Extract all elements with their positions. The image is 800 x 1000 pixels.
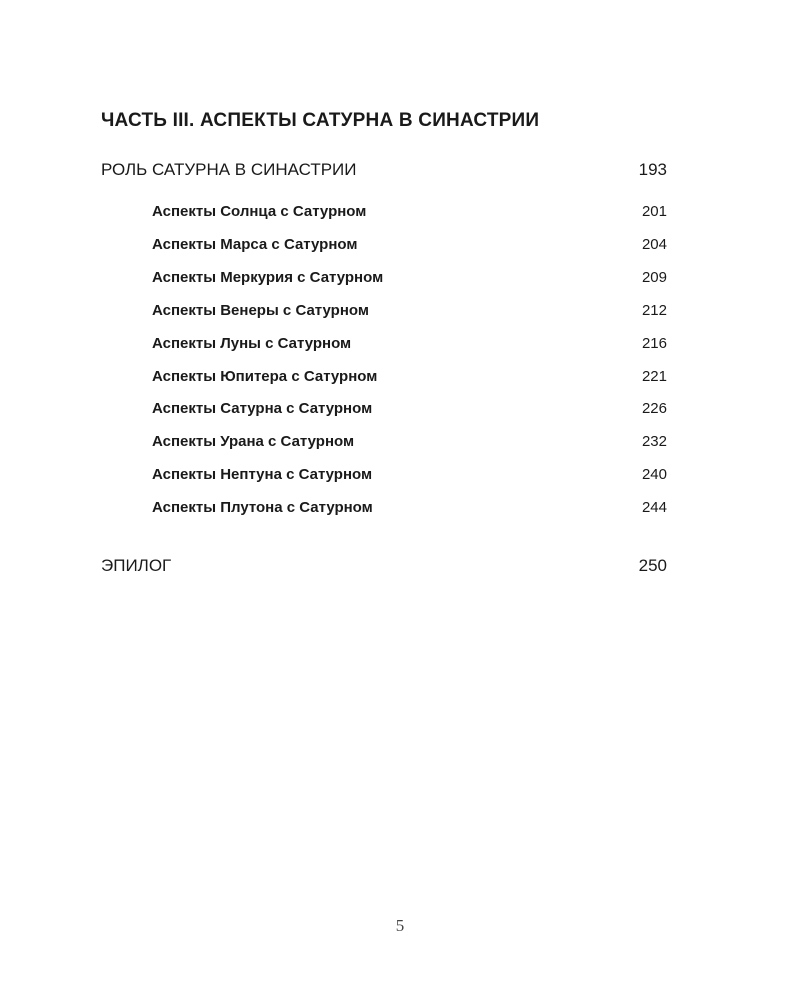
- toc-entry-title: Аспекты Солнца с Сатурном: [152, 203, 367, 220]
- toc-subsection-entry[interactable]: [152, 400, 667, 420]
- toc-entry-title: Аспекты Юпитера с Сатурном: [152, 368, 378, 385]
- toc-entry-title: Аспекты Меркурия с Сатурном: [152, 269, 384, 286]
- toc-entry-title: Аспекты Марса с Сатурном: [152, 236, 358, 253]
- toc-epilogue-entry[interactable]: [101, 556, 667, 580]
- toc-subsection-entry[interactable]: [152, 302, 667, 322]
- toc-entry-title: Аспекты Луны с Сатурном: [152, 335, 352, 352]
- toc-subsection-entry[interactable]: [152, 466, 667, 486]
- toc-entry-page: 226: [641, 400, 667, 417]
- page-number: 5: [395, 916, 405, 935]
- toc-entry-page: 240: [641, 466, 667, 483]
- toc-entry-page: 244: [641, 499, 667, 516]
- toc-subsection-entry[interactable]: [152, 499, 667, 519]
- toc-entry-page: 216: [641, 335, 667, 352]
- toc-entry-title: Аспекты Венеры с Сатурном: [152, 302, 369, 319]
- toc-subsection-entry[interactable]: [152, 335, 667, 355]
- toc-entry-page: 193: [638, 160, 667, 179]
- part-title: ЧАСТЬ III. АСПЕКТЫ САТУРНА В СИНАСТРИИ: [101, 110, 540, 131]
- toc-entry-title: Аспекты Урана с Сатурном: [152, 433, 355, 450]
- toc-entry-title: РОЛЬ САТУРНА В СИНАСТРИИ: [101, 160, 357, 179]
- toc-subsection-entry[interactable]: [152, 368, 667, 388]
- toc-subsection-entry[interactable]: [152, 269, 667, 289]
- toc-entry-page: 201: [641, 203, 667, 220]
- toc-entry-page: 204: [641, 236, 667, 253]
- toc-entry-title: Аспекты Нептуна с Сатурном: [152, 466, 373, 483]
- toc-subsection-entry[interactable]: [152, 433, 667, 453]
- toc-subsection-entry[interactable]: [152, 236, 667, 256]
- toc-entry-title: ЭПИЛОГ: [101, 556, 172, 575]
- toc-section-entry[interactable]: [101, 160, 667, 184]
- toc-entry-page: 209: [641, 269, 667, 286]
- toc-entry-page: 250: [638, 556, 667, 575]
- toc-subsection-entry[interactable]: [152, 203, 667, 223]
- toc-entry-page: 221: [641, 368, 667, 385]
- toc-entry-title: Аспекты Плутона с Сатурном: [152, 499, 373, 516]
- toc-entry-page: 232: [641, 433, 667, 450]
- toc-entry-page: 212: [641, 302, 667, 319]
- toc-entry-title: Аспекты Сатурна с Сатурном: [152, 400, 373, 417]
